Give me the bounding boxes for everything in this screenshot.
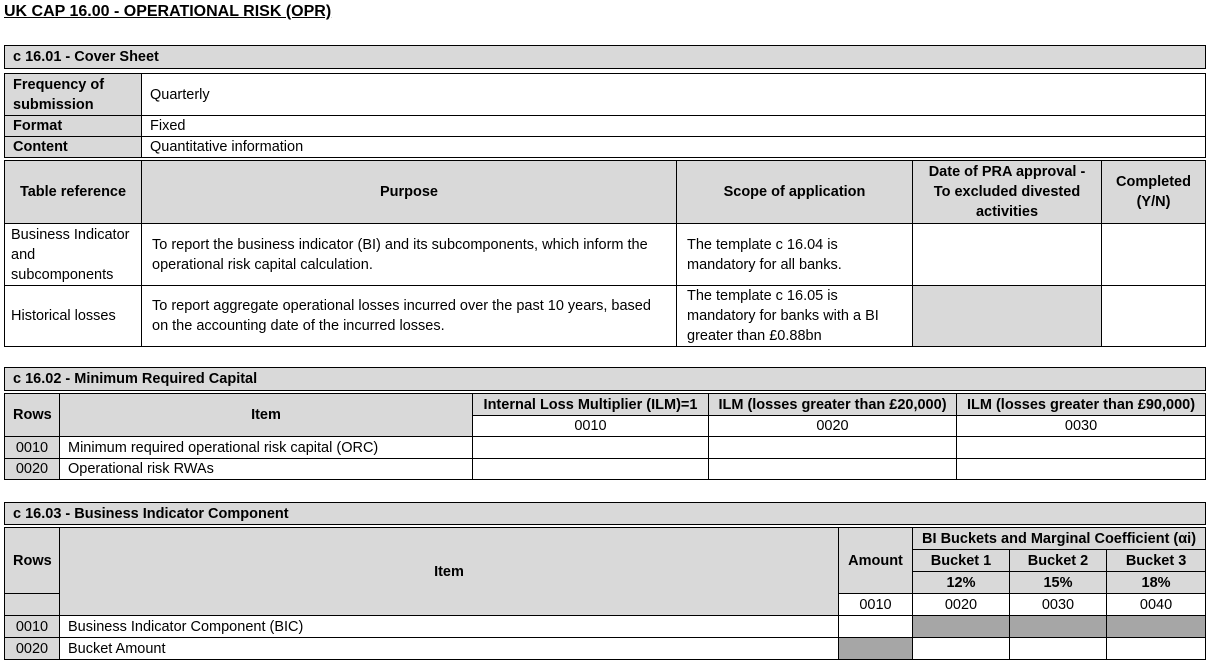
column-code: 0030 — [1010, 594, 1107, 616]
column-code: 0020 — [709, 416, 957, 437]
meta-value[interactable]: Quarterly — [142, 74, 1206, 116]
column-header: Internal Loss Multiplier (ILM)=1 — [473, 394, 709, 416]
rows-header: Rows — [5, 528, 60, 594]
bucket-name: Bucket 1 — [913, 550, 1010, 572]
meta-label: Frequency of submission — [5, 74, 142, 116]
row-code: 0010 — [5, 437, 60, 459]
section-header: c 16.02 - Minimum Required Capital — [5, 368, 1206, 391]
bucket-name: Bucket 3 — [1107, 550, 1206, 572]
shaded-cell — [913, 616, 1010, 638]
meta-label: Content — [5, 137, 142, 158]
amount-header: Amount — [839, 528, 913, 594]
value-cell[interactable] — [1010, 638, 1107, 660]
item-header: Item — [60, 394, 473, 437]
bucket-group-header: BI Buckets and Marginal Coefficient (αi) — [913, 528, 1206, 550]
row-item: Minimum required operational risk capital (ORC) — [60, 437, 473, 459]
column-header: Date of PRA approval - To excluded divested activities — [913, 161, 1102, 224]
column-code: 0010 — [473, 416, 709, 437]
rows-header: Rows — [5, 394, 60, 437]
approval-date-input[interactable] — [913, 224, 1102, 286]
row-code: 0020 — [5, 459, 60, 480]
value-cell[interactable] — [839, 616, 913, 638]
value-cell[interactable] — [913, 638, 1010, 660]
value-cell[interactable] — [957, 459, 1206, 480]
row-code: 0020 — [5, 638, 60, 660]
value-cell[interactable] — [957, 437, 1206, 459]
bucket-coefficient: 18% — [1107, 572, 1206, 594]
meta-value[interactable]: Fixed — [142, 116, 1206, 137]
row-code: 0010 — [5, 616, 60, 638]
table-reference: Business Indicator and subcomponents — [5, 224, 142, 286]
purpose-cell: To report the business indicator (BI) and its subcomponents, which inform the operational risk capital calculation. — [142, 224, 677, 286]
completed-input[interactable] — [1102, 224, 1206, 286]
meta-label: Format — [5, 116, 142, 137]
column-header: Completed (Y/N) — [1102, 161, 1206, 224]
item-header: Item — [60, 528, 839, 616]
bucket-coefficient: 15% — [1010, 572, 1107, 594]
purpose-cell: To report aggregate operational losses incurred over the past 10 years, based on the accounting date of the incurred losses. — [142, 286, 677, 347]
approval-date-shaded — [913, 286, 1102, 347]
table-reference: Historical losses — [5, 286, 142, 347]
minimum-required-capital-table — [4, 367, 1206, 480]
column-code: 0030 — [957, 416, 1206, 437]
value-cell[interactable] — [473, 459, 709, 480]
scope-cell: The template c 16.04 is mandatory for all banks. — [677, 224, 913, 286]
column-code: 0040 — [1107, 594, 1206, 616]
value-cell[interactable] — [709, 437, 957, 459]
column-header: Scope of application — [677, 161, 913, 224]
scope-cell: The template c 16.05 is mandatory for banks with a BI greater than £0.88bn — [677, 286, 913, 347]
page-title: UK CAP 16.00 - OPERATIONAL RISK (OPR) — [4, 3, 332, 20]
meta-value[interactable]: Quantitative information — [142, 137, 1206, 158]
shaded-cell — [1010, 616, 1107, 638]
column-header: ILM (losses greater than £20,000) — [709, 394, 957, 416]
value-cell[interactable] — [473, 437, 709, 459]
business-indicator-component-table — [4, 502, 1206, 660]
column-header: Table reference — [5, 161, 142, 224]
bucket-name: Bucket 2 — [1010, 550, 1107, 572]
completed-input[interactable] — [1102, 286, 1206, 347]
section-header: c 16.01 - Cover Sheet — [5, 46, 1206, 69]
row-item: Operational risk RWAs — [60, 459, 473, 480]
column-header: Purpose — [142, 161, 677, 224]
rows-header-spacer — [5, 594, 60, 616]
value-cell[interactable] — [709, 459, 957, 480]
column-header: ILM (losses greater than £90,000) — [957, 394, 1206, 416]
bucket-coefficient: 12% — [913, 572, 1010, 594]
shaded-cell — [1107, 616, 1206, 638]
row-item: Business Indicator Component (BIC) — [60, 616, 839, 638]
shaded-cell — [839, 638, 913, 660]
column-code: 0020 — [913, 594, 1010, 616]
column-code: 0010 — [839, 594, 913, 616]
cover-sheet-table — [4, 45, 1206, 347]
value-cell[interactable] — [1107, 638, 1206, 660]
row-item: Bucket Amount — [60, 638, 839, 660]
section-header: c 16.03 - Business Indicator Component — [5, 503, 1206, 525]
